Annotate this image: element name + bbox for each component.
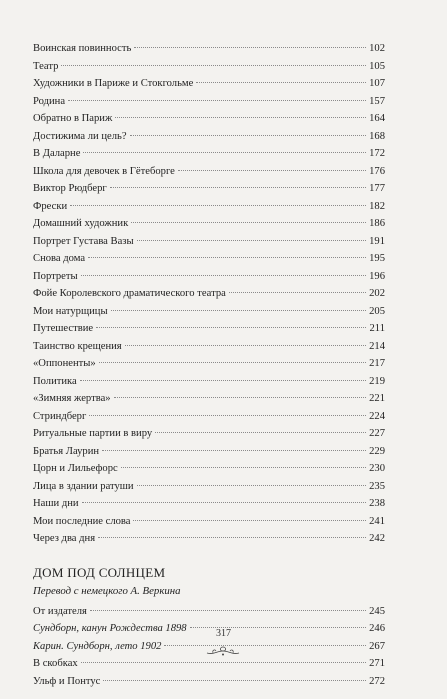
- entry-page-number: 177: [369, 183, 385, 194]
- toc-entry: [33, 145, 385, 163]
- entry-title: Виктор Рюдберг: [33, 183, 107, 194]
- entry-title: Наши дни: [33, 498, 79, 509]
- dot-leader: [61, 65, 366, 66]
- entry-title: Мои натурщицы: [33, 305, 108, 317]
- toc-entry: [33, 75, 385, 93]
- toc-entry: [33, 655, 385, 673]
- entry-page-number: 191: [369, 235, 385, 247]
- toc-entry: [33, 603, 385, 621]
- entry-page-number: 168: [369, 130, 385, 142]
- dot-leader: [82, 502, 366, 503]
- toc-entry: [33, 338, 385, 356]
- dot-leader: [196, 82, 366, 83]
- entry-title: Обратно в Париж: [33, 113, 113, 124]
- entry-page-number: 211: [369, 323, 385, 334]
- dot-leader: [137, 485, 366, 486]
- dot-leader: [70, 205, 366, 206]
- toc-entry: [33, 408, 385, 426]
- entry-page-number: 229: [369, 445, 385, 457]
- entry-page-number: 245: [369, 605, 385, 617]
- toc-entry: [33, 673, 385, 691]
- entry-page-number: 186: [369, 218, 385, 229]
- dot-leader: [68, 100, 366, 101]
- entry-title: Мои последние слова: [33, 515, 131, 527]
- toc-entry: [33, 495, 385, 513]
- table-of-contents: [33, 40, 385, 690]
- entry-page-number: 272: [369, 675, 385, 687]
- toc-entry: [33, 513, 385, 531]
- toc-entry: [33, 425, 385, 443]
- entry-page-number: 230: [369, 463, 385, 474]
- entry-title: Воинская повинность: [33, 43, 132, 54]
- entry-title: Портреты: [33, 270, 78, 282]
- toc-entry: [33, 233, 385, 251]
- dot-leader: [102, 450, 366, 451]
- dot-leader: [99, 362, 366, 363]
- entry-title: Школа для девочек в Гётеборге: [33, 165, 175, 177]
- entry-page-number: 107: [369, 78, 385, 89]
- section-subheading: Перевод с немецкого А. Веркина: [33, 584, 181, 597]
- entry-page-number: 221: [369, 393, 385, 404]
- entry-title: Стриндберг: [33, 410, 87, 422]
- toc-entry: [33, 320, 385, 338]
- entry-page-number: 205: [369, 305, 385, 317]
- toc-entry: [33, 215, 385, 233]
- dot-leader: [90, 610, 366, 611]
- entry-page-number: 271: [369, 658, 385, 669]
- toc-entry: [33, 355, 385, 373]
- entry-title: Фойе Королевского драматического театра: [33, 288, 226, 299]
- entry-title: Домашний художник: [33, 218, 129, 229]
- toc-entry: [33, 93, 385, 111]
- toc-entry: [33, 128, 385, 146]
- dot-leader: [131, 222, 366, 223]
- entry-title: Карин. Сундборн, лето 1902: [33, 640, 162, 652]
- dot-leader: [229, 292, 366, 293]
- toc-entry: [33, 443, 385, 461]
- toc-entry: [33, 250, 385, 268]
- dot-leader: [88, 257, 366, 258]
- entry-title: Художники в Париже и Стокгольме: [33, 78, 194, 89]
- entry-title: Лица в здании ратуши: [33, 480, 134, 492]
- entry-title: Родина: [33, 95, 66, 107]
- toc-entry: [33, 285, 385, 303]
- dot-leader: [134, 47, 366, 48]
- dot-leader: [83, 152, 366, 153]
- entry-title: Снова дома: [33, 253, 86, 264]
- toc-entry: [33, 163, 385, 181]
- entry-title: Цорн и Лильефорс: [33, 463, 118, 474]
- entry-title: Путешествие: [33, 323, 94, 334]
- dot-leader: [133, 520, 366, 521]
- entry-page-number: 224: [369, 410, 385, 422]
- dot-leader: [130, 135, 366, 136]
- entry-page-number: 172: [369, 148, 385, 159]
- toc-entry: [33, 198, 385, 216]
- dot-leader: [96, 327, 366, 328]
- dot-leader: [115, 117, 366, 118]
- entry-title: Достижима ли цель?: [33, 130, 127, 142]
- floral-ornament-icon: [203, 645, 243, 657]
- toc-list: [33, 40, 385, 548]
- entry-page-number: 182: [369, 200, 385, 212]
- toc-entry: [33, 390, 385, 408]
- entry-title: Политика: [33, 375, 77, 387]
- section-heading: ДОМ ПОД СОЛНЦЕМ: [33, 564, 166, 580]
- entry-page-number: 105: [369, 60, 385, 72]
- toc-entry: [33, 373, 385, 391]
- entry-title: Фрески: [33, 200, 68, 212]
- dot-leader: [110, 187, 366, 188]
- dot-leader: [155, 432, 366, 433]
- entry-page-number: 164: [369, 113, 385, 124]
- toc-entry: [33, 478, 385, 496]
- dot-leader: [89, 415, 366, 416]
- entry-page-number: 196: [369, 270, 385, 282]
- entry-page-number: 214: [369, 340, 385, 352]
- entry-page-number: 176: [369, 165, 385, 177]
- entry-page-number: 246: [369, 623, 385, 634]
- entry-title: Ритуальные партии в виру: [33, 428, 153, 439]
- entry-page-number: 202: [369, 288, 385, 299]
- toc-entry: [33, 180, 385, 198]
- entry-title: От издателя: [33, 605, 87, 617]
- dot-leader: [98, 537, 366, 538]
- dot-leader: [164, 645, 366, 646]
- entry-title: «Зимняя жертва»: [33, 393, 111, 404]
- entry-page-number: 238: [369, 498, 385, 509]
- entry-title: Театр: [33, 60, 59, 72]
- entry-page-number: 227: [369, 428, 385, 439]
- dot-leader: [111, 310, 366, 311]
- toc-entry: [33, 303, 385, 321]
- toc-entry: [33, 58, 385, 76]
- dot-leader: [178, 170, 366, 171]
- entry-title: В скобках: [33, 658, 78, 669]
- entry-page-number: 267: [369, 640, 385, 652]
- toc-entry: [33, 40, 385, 58]
- entry-title: Таинство крещения: [33, 340, 122, 352]
- entry-title: Братья Лаурин: [33, 445, 100, 457]
- toc-entry: [33, 268, 385, 286]
- toc-entry: [33, 460, 385, 478]
- entry-page-number: 157: [369, 95, 385, 107]
- dot-leader: [125, 345, 366, 346]
- entry-title: Ульф и Понтус: [33, 675, 101, 687]
- dot-leader: [81, 275, 366, 276]
- dot-leader: [114, 397, 366, 398]
- toc-entry: [33, 530, 385, 548]
- dot-leader: [81, 662, 366, 663]
- dot-leader: [103, 680, 366, 681]
- entry-page-number: 102: [369, 43, 385, 54]
- entry-title: «Оппоненты»: [33, 358, 96, 369]
- page-number: 317: [216, 628, 231, 639]
- entry-title: Сундборн, канун Рождества 1898: [33, 623, 187, 634]
- entry-page-number: 219: [369, 375, 385, 387]
- entry-page-number: 195: [369, 253, 385, 264]
- entry-title: Через два дня: [33, 533, 96, 544]
- entry-page-number: 217: [369, 358, 385, 369]
- dot-leader: [80, 380, 366, 381]
- entry-page-number: 235: [369, 480, 385, 492]
- entry-title: Портрет Густава Вазы: [33, 235, 134, 247]
- entry-page-number: 242: [369, 533, 385, 544]
- entry-page-number: 241: [369, 515, 385, 527]
- dot-leader: [137, 240, 366, 241]
- entry-title: В Даларне: [33, 148, 81, 159]
- dot-leader: [121, 467, 366, 468]
- toc-entry: [33, 110, 385, 128]
